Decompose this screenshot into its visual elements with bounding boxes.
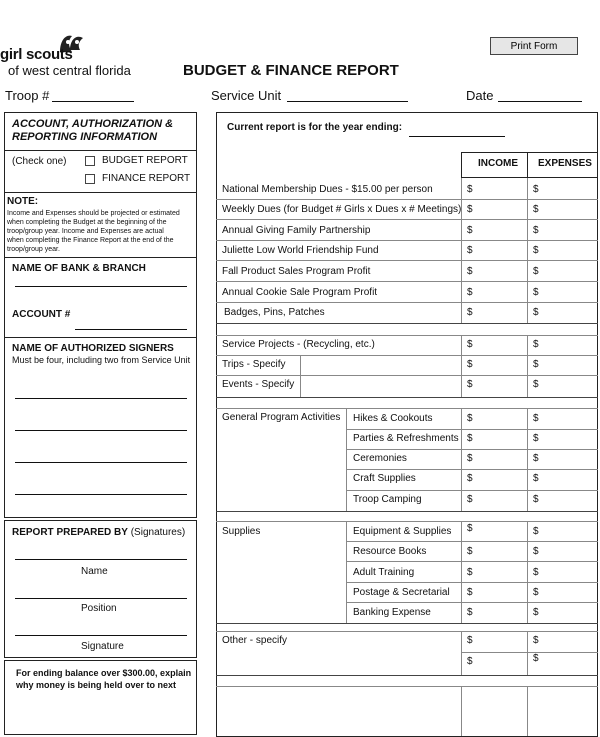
income-dollar[interactable]: $ xyxy=(467,567,473,578)
position-label: Position xyxy=(81,603,117,614)
page-title: BUDGET & FINANCE REPORT xyxy=(183,62,399,79)
income-dollar[interactable]: $ xyxy=(467,413,473,424)
ending-line-1: For ending balance over $300.00, explain xyxy=(16,668,192,678)
account-title-2: REPORTING INFORMATION xyxy=(12,131,158,143)
note-box xyxy=(4,193,197,258)
prepared-signature-field[interactable] xyxy=(15,635,187,636)
expense-dollar[interactable]: $ xyxy=(533,266,539,277)
expense-dollar[interactable]: $ xyxy=(533,413,539,424)
signer-field-1[interactable] xyxy=(15,398,187,399)
income-dollar[interactable]: $ xyxy=(467,266,473,277)
row-label: Hikes & Cookouts xyxy=(353,413,433,424)
income-dollar[interactable]: $ xyxy=(467,204,473,215)
row-label: Parties & Refreshments xyxy=(353,433,459,444)
account-title-1: ACCOUNT, AUTHORIZATION & xyxy=(12,118,174,130)
row-label: Fall Product Sales Program Profit xyxy=(222,266,371,277)
income-dollar[interactable]: $ xyxy=(467,546,473,557)
income-dollar[interactable]: $ xyxy=(467,379,473,390)
prepared-by-rest: (Signatures) xyxy=(127,527,186,538)
expense-dollar[interactable]: $ xyxy=(533,379,539,390)
bank-info-box xyxy=(4,258,197,338)
prepared-by-bold: REPORT PREPARED BY xyxy=(12,527,128,538)
income-header-cell xyxy=(461,152,528,178)
income-dollar[interactable]: $ xyxy=(467,184,473,195)
expense-dollar[interactable]: $ xyxy=(533,433,539,444)
row-label: Adult Training xyxy=(353,567,415,578)
row-label: Troop Camping xyxy=(353,494,422,505)
expense-dollar[interactable]: $ xyxy=(533,339,539,350)
income-dollar[interactable]: $ xyxy=(467,473,473,484)
year-ending-field[interactable] xyxy=(409,136,505,137)
income-dollar[interactable]: $ xyxy=(467,523,473,534)
row-label: Annual Giving Family Partnership xyxy=(222,225,371,236)
current-report-label: Current report is for the year ending: xyxy=(227,122,403,133)
expense-dollar[interactable]: $ xyxy=(533,307,539,318)
row-label: Equipment & Supplies xyxy=(353,526,452,537)
check-one-label: (Check one) xyxy=(12,156,67,167)
expense-dollar[interactable]: $ xyxy=(533,245,539,256)
prepared-name-field[interactable] xyxy=(15,559,187,560)
expense-dollar[interactable]: $ xyxy=(533,359,539,370)
income-dollar[interactable]: $ xyxy=(467,339,473,350)
troop-field[interactable] xyxy=(52,101,134,102)
date-field[interactable] xyxy=(498,101,582,102)
account-number-field[interactable] xyxy=(75,329,187,330)
logo xyxy=(0,30,150,80)
logo-line-2: of west central florida xyxy=(8,63,131,78)
expense-dollar[interactable]: $ xyxy=(533,607,539,618)
income-dollar[interactable]: $ xyxy=(467,225,473,236)
expense-dollar[interactable]: $ xyxy=(533,546,539,557)
income-dollar[interactable]: $ xyxy=(467,287,473,298)
expense-dollar[interactable]: $ xyxy=(533,473,539,484)
income-header: INCOME xyxy=(478,158,518,169)
note-line-1: Income and Expenses should be projected or estimated xyxy=(7,210,180,217)
note-line-4: when completing the Finance Report at the end of the xyxy=(7,237,174,244)
prepared-position-field[interactable] xyxy=(15,598,187,599)
finance-report-label: FINANCE REPORT xyxy=(102,173,191,184)
expense-dollar[interactable]: $ xyxy=(533,567,539,578)
note-title: NOTE: xyxy=(7,196,39,207)
row-label: Events - Specify xyxy=(222,379,295,390)
account-info-box xyxy=(4,112,197,150)
row-label: Service Projects - (Recycling, etc.) xyxy=(222,339,375,350)
print-form-button[interactable]: Print Form xyxy=(490,37,578,55)
row-label: Trips - Specify xyxy=(222,359,286,370)
row-label: Postage & Secretarial xyxy=(353,587,450,598)
general-program-label: General Program Activities xyxy=(222,412,341,423)
signers-box xyxy=(4,338,197,518)
bank-label: NAME OF BANK & BRANCH xyxy=(12,263,146,274)
expense-dollar[interactable]: $ xyxy=(533,204,539,215)
ending-line-2: why money is being held over to next xyxy=(16,680,177,690)
income-dollar[interactable]: $ xyxy=(467,587,473,598)
report-type-box xyxy=(4,150,197,193)
service-unit-field[interactable] xyxy=(287,101,408,102)
signers-label: NAME OF AUTHORIZED SIGNERS xyxy=(12,343,174,354)
row-label: Ceremonies xyxy=(353,453,407,464)
budget-report-label: BUDGET REPORT xyxy=(102,155,188,166)
other-specify-label: Other - specify xyxy=(222,635,288,646)
prepared-by-label xyxy=(12,527,185,538)
note-line-3: troop/group year. Income and Expenses are actual xyxy=(7,228,164,235)
ending-balance-box xyxy=(4,660,197,735)
expenses-header: EXPENSES xyxy=(538,158,592,169)
income-dollar[interactable]: $ xyxy=(467,307,473,318)
troop-label: Troop # xyxy=(5,88,50,103)
row-label: Juliette Low World Friendship Fund xyxy=(222,245,379,256)
service-unit-label: Service Unit xyxy=(211,88,282,103)
expense-dollar[interactable]: $ xyxy=(533,287,539,298)
row-label: Resource Books xyxy=(353,546,427,557)
expense-dollar[interactable]: $ xyxy=(533,225,539,236)
income-dollar[interactable]: $ xyxy=(467,607,473,618)
signer-field-4[interactable] xyxy=(15,494,187,495)
income-dollar[interactable]: $ xyxy=(467,433,473,444)
row-label: Craft Supplies xyxy=(353,473,416,484)
row-label: Weekly Dues (for Budget # Girls x Dues x # Meetings) xyxy=(222,204,462,215)
date-label: Date xyxy=(466,88,494,103)
expense-dollar[interactable]: $ xyxy=(533,526,539,537)
account-number-label: ACCOUNT # xyxy=(12,309,71,320)
supplies-label: Supplies xyxy=(222,526,261,537)
income-dollar[interactable]: $ xyxy=(467,245,473,256)
finance-report-checkbox[interactable] xyxy=(85,174,95,184)
income-dollar[interactable]: $ xyxy=(467,494,473,505)
row-label: Annual Cookie Sale Program Profit xyxy=(222,287,378,298)
note-line-5: troop/group year. xyxy=(7,246,60,253)
row-label: Banking Expense xyxy=(353,607,431,618)
signer-field-3[interactable] xyxy=(15,462,187,463)
row-label: National Membership Dues - $15.00 per person xyxy=(222,184,433,195)
bank-field[interactable] xyxy=(15,286,187,287)
income-dollar[interactable]: $ xyxy=(467,453,473,464)
budget-report-checkbox[interactable] xyxy=(85,156,95,166)
expense-dollar[interactable]: $ xyxy=(533,494,539,505)
prepared-by-box xyxy=(4,520,197,658)
note-line-2: when completing the Budget at the beginning of the xyxy=(7,219,167,226)
logo-line-1: girl scouts xyxy=(0,46,73,63)
income-dollar[interactable]: $ xyxy=(467,359,473,370)
expense-dollar[interactable]: $ xyxy=(533,453,539,464)
signer-field-2[interactable] xyxy=(15,430,187,431)
signature-label: Signature xyxy=(81,641,124,652)
name-label: Name xyxy=(81,566,108,577)
expenses-header-cell xyxy=(527,152,598,178)
income-dollar[interactable]: $ xyxy=(467,656,473,667)
row-label: Badges, Pins, Patches xyxy=(224,307,325,318)
expense-dollar[interactable]: $ xyxy=(533,635,539,646)
income-dollar[interactable]: $ xyxy=(467,635,473,646)
expense-dollar[interactable]: $ xyxy=(533,184,539,195)
expense-dollar[interactable]: $ xyxy=(533,653,539,664)
expense-dollar[interactable]: $ xyxy=(533,587,539,598)
signers-sub: Must be four, including two from Service Unit xyxy=(12,355,191,365)
